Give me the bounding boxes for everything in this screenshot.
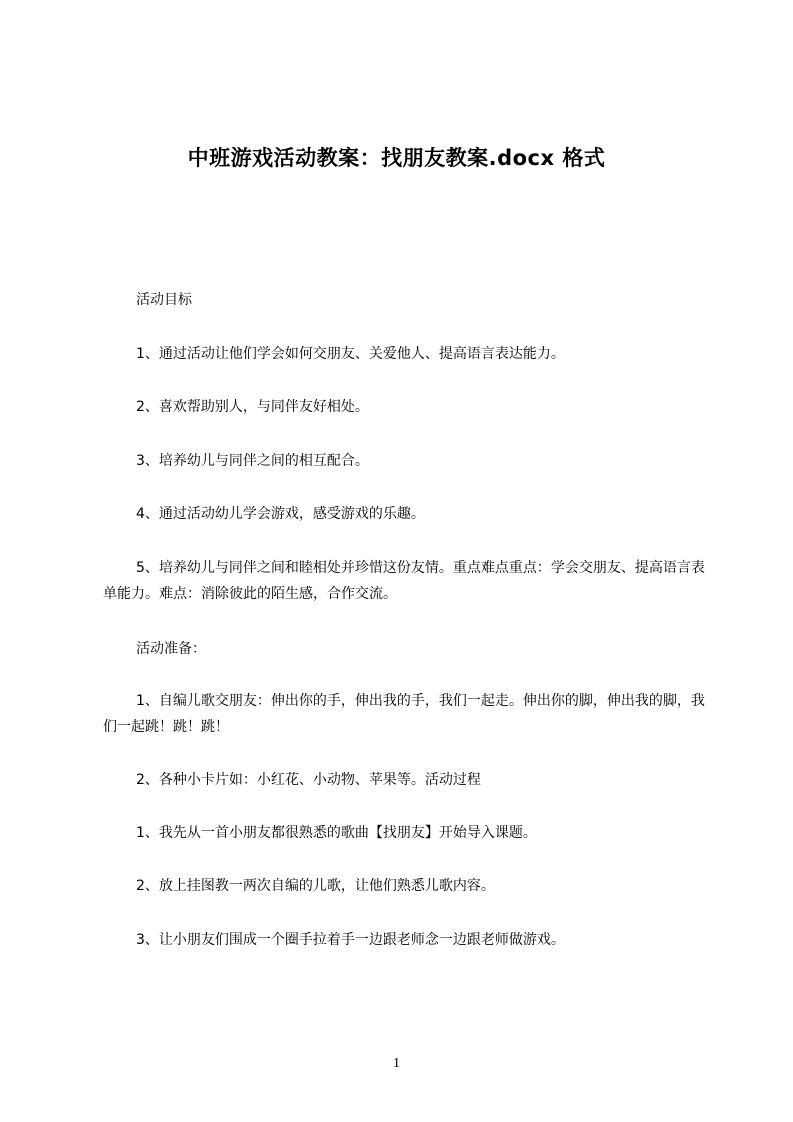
document-title: 中班游戏活动教案：找朋友教案.docx 格式 — [187, 146, 606, 170]
paragraph: 2、放上挂图教一两次自编的儿歌，让他们熟悉儿歌内容。 — [136, 878, 495, 894]
paragraph: 1、通过活动让他们学会如何交朋友、关爱他人、提高语言表达能力。 — [136, 346, 565, 362]
paragraph: 1、自编儿歌交朋友：伸出你的手，伸出我的手，我们一起走。伸出你的脚，伸出我的脚，我们一起跳！跳！跳！ — [103, 693, 705, 735]
paragraph: 2、喜欢帮助别人，与同伴友好相处。 — [136, 399, 369, 415]
paragraph: 1、我先从一首小朋友都很熟悉的歌曲【找朋友】开始导入课题。 — [136, 825, 537, 841]
page-number: 1 — [393, 1056, 400, 1071]
paragraph: 4、通过活动幼儿学会游戏，感受游戏的乐趣。 — [136, 506, 425, 522]
paragraph: 3、让小朋友们围成一个圈手拉着手一边跟老师念一边跟老师做游戏。 — [136, 932, 565, 948]
paragraph: 2、各种小卡片如：小红花、小动物、苹果等。活动过程 — [136, 772, 481, 788]
section-heading: 活动准备： — [136, 641, 206, 657]
section-heading: 活动目标 — [136, 292, 192, 308]
paragraph: 3、培养幼儿与同伴之间的相互配合。 — [136, 453, 369, 469]
paragraph: 5、培养幼儿与同伴之间和睦相处并珍惜这份友情。重点难点重点：学会交朋友、提高语言表单能力。难点：消除彼此的陌生感，合作交流。 — [103, 560, 705, 602]
